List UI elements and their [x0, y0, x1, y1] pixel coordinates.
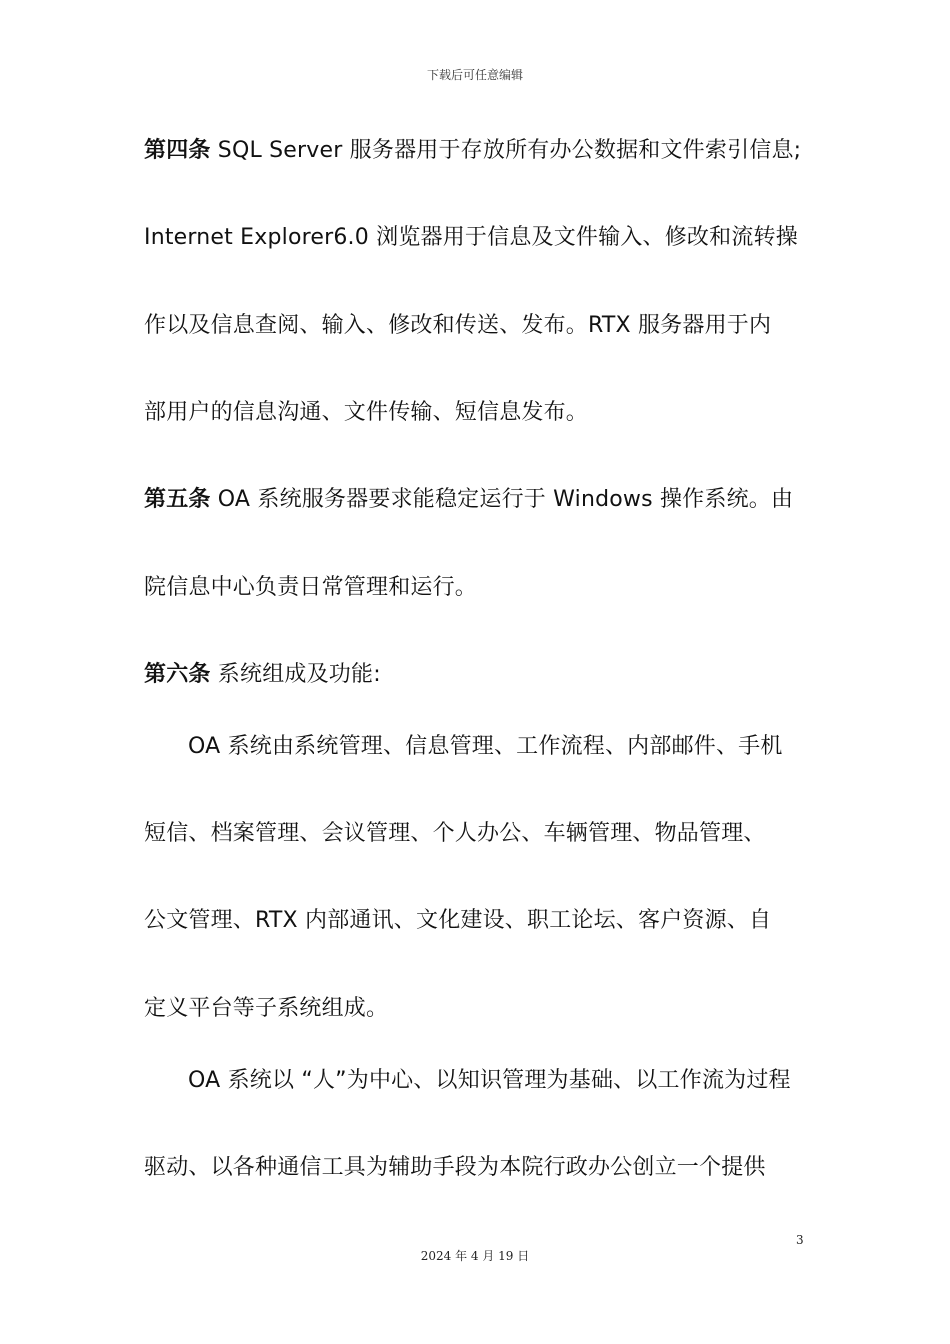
header-note: 下载后可任意编辑 [426, 68, 523, 82]
article-4-label: 第四条 [144, 138, 211, 163]
article-5-text-1: OA 系统服务器要求能稳定运行于 Windows 操作系统。由 [210, 487, 794, 512]
article-5-line-1 [144, 486, 793, 514]
article-6-label: 第六条 [144, 662, 211, 687]
article-6-para-1-line-1: OA 系统由系统管理、信息管理、工作流程、内部邮件、手机 [188, 734, 783, 759]
footer-date: 2024 年 4 月 19 日 [420, 1249, 530, 1263]
article-6-para-1-line-2: 短信、档案管理、会议管理、个人办公、车辆管理、物品管理、 [144, 821, 766, 846]
article-6-text-1: 系统组成及功能: [210, 662, 381, 687]
article-4-line-1 [144, 137, 801, 165]
article-4-line-2: Internet Explorer6.0 浏览器用于信息及文件输入、修改和流转操 [144, 225, 798, 250]
article-5-line-2: 院信息中心负责日常管理和运行。 [144, 575, 478, 600]
article-5-label: 第五条 [144, 487, 211, 512]
article-4-line-4: 部用户的信息沟通、文件传输、短信息发布。 [144, 400, 589, 425]
article-6-para-2-line-1: OA 系统以 “人”为中心、以知识管理为基础、以工作流为过程 [188, 1068, 791, 1093]
article-4-line-3: 作以及信息查阅、输入、修改和传送、发布。RTX 服务器用于内 [144, 313, 772, 338]
article-4-text-1: SQL Server 服务器用于存放所有办公数据和文件索引信息; [210, 138, 802, 163]
article-6-para-1-line-3: 公文管理、RTX 内部通讯、文化建设、职工论坛、客户资源、自 [144, 908, 772, 933]
page-number: 3 [796, 1233, 804, 1247]
article-6-line-1 [144, 661, 381, 689]
article-6-para-1-line-4: 定义平台等子系统组成。 [144, 996, 389, 1021]
article-6-para-2-line-2: 驱动、以各种通信工具为辅助手段为本院行政办公创立一个提供 [144, 1155, 766, 1180]
